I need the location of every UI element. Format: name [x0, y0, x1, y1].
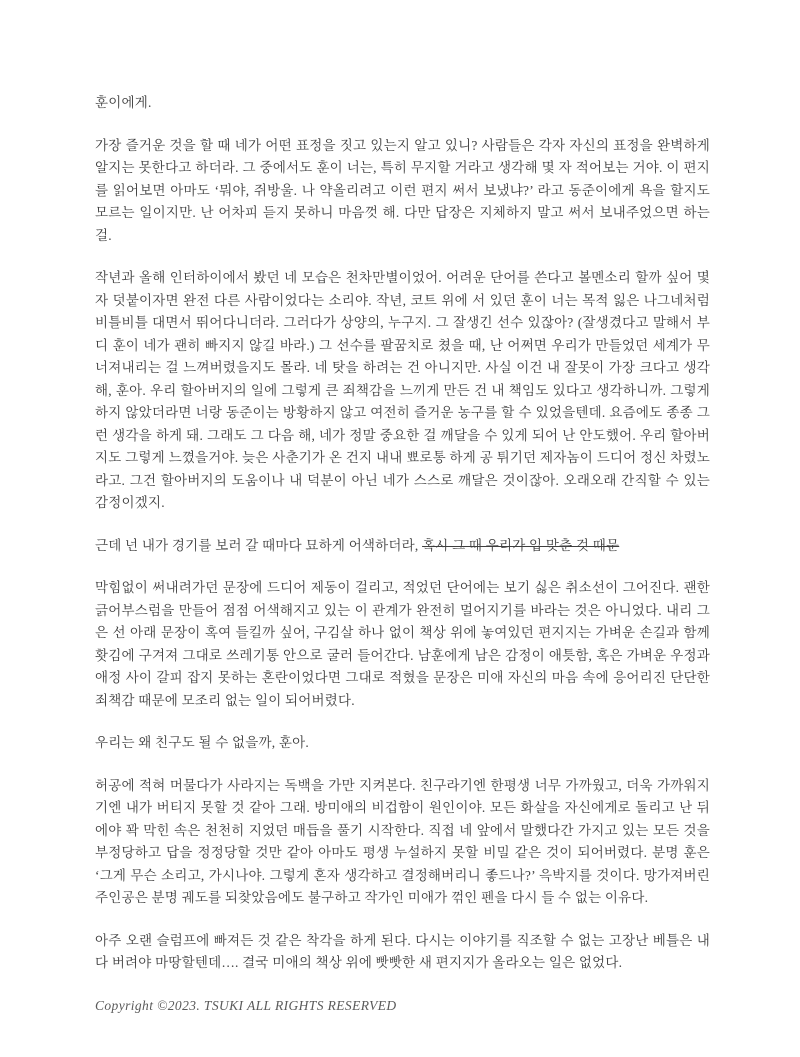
letter-greeting: 훈이에게.	[95, 95, 152, 110]
copyright-notice: Copyright ©2023. TSUKI ALL RIGHTS RESERVED	[95, 997, 397, 1013]
letter-paragraph-intro: 가장 즐거운 것을 할 때 네가 어떤 표정을 짓고 있는지 알고 있니? 사람들은 각자 자신의 표정을 완벽하게 알지는 못한다고 하더라. 그 중에서도 훈이 너는, 특히 무지할 거라고 생각해 몇 자 적어보는 거야. 이 편지를 읽어보면 아마도 ‘뭐야, 쥐방울. 나 약올리려고 이런 편지 써서 보냈냐?’ 라고 동준이에게 욕을 할지도 모르는 일이지만. 난 어차피 듣지 못하니 마음껏 해. 다만 답장은 지체하지 말고 써서 보내주었으면 하는걸.	[95, 137, 710, 243]
monologue-line: 우리는 왜 친구도 될 수 없을까, 훈아.	[95, 735, 309, 750]
page-footer	[95, 995, 710, 1018]
narration-paragraph-secret: 허공에 적혀 머물다가 사라지는 독백을 가만 지켜본다. 친구라기엔 한평생 너무 가까웠고, 더욱 가까워지기엔 내가 버티지 못할 것 같아 그래. 방미애의 비겁함이 원인이야. 모든 화살을 자신에게로 돌리고 난 뒤에야 꽉 막힌 속은 천천히 지었던 매듭을 풀기 시작한다. 직접 네 앞에서 말했다간 가지고 있는 모든 것을 부정당하고 답을 정정당할 것만 같아 아마도 평생 누설하지 못할 비밀 같은 것이 되어버렸다. 분명 훈은 ‘그게 무슨 소리고, 가시나야. 그렇게 혼자 생각하고 결정해버리니 좋드나?’ 윽박지를 것이다. 망가져버린 주인공은 분명 궤도를 되찾았음에도 불구하고 작가인 미애가 꺾인 펜을 다시 들 수 없는 이유다.	[95, 777, 710, 905]
letter-paragraph-interhigh: 작년과 올해 인터하이에서 봤던 네 모습은 천차만별이었어. 어려운 단어를 쓴다고 볼멘소리 할까 싶어 몇 자 덧붙이자면 완전 다른 사람이었다는 소리야. 작년, 코트 위에 서 있던 훈이 너는 목적 잃은 나그네처럼 비틀비틀 대면서 뛰어다니더라. 그러다가 상양의, 누구지. 그 잘생긴 선수 있잖아? (잘생겼다고 말해서 부디 훈이 네가 괜히 빠지지 않길 바라.) 그 선수를 팔꿈치로 쳤을 때, 난 어쩌면 우리가 만들었던 세계가 무너져내리는 걸 느껴버렸을지도 몰라. 네 탓을 하려는 건 아니지만. 사실 이건 내 잘못이 가장 크다고 생각해, 훈아. 우리 할아버지의 일에 그렇게 큰 죄책감을 느끼게 만든 건 내 책임도 있다고 생각하니까. 그렇게 하지 않았더라면 너랑 동준이는 방황하지 않고 여전히 즐거운 농구를 할 수 있었을텐데. 요즘에도 종종 그런 생각을 하게 돼. 그래도 그 다음 해, 네가 정말 중요한 걸 깨달을 수 있게 되어 난 안도했어. 우리 할아버지도 그렇게 느꼈을거야. 늦은 사춘기가 온 건지 내내 뾰로통 하게 공 튀기던 제자놈이 드디어 정신 차렸노라고. 그건 할아버지의 도움이나 내 덕분이 아닌 네가 스스로 깨달은 것이잖아. 오래오래 간직할 수 있는 감정이겠지.	[95, 270, 710, 510]
letter-paragraph-strike-line	[95, 535, 710, 558]
strike-line-struck-text: 혹시 그 때 우리가 입 맞춘 것 때문	[422, 537, 620, 553]
narration-paragraph-crumpled-letter: 막힘없이 써내려가던 문장에 드디어 제동이 걸리고, 적었던 단어에는 보기 싫은 취소선이 그어진다. 괜한 긁어부스럼을 만들어 점점 어색해지고 있는 이 관계가 완전히 멀어지기를 바라는 것은 아니었다. 내리 그은 선 아래 문장이 혹여 들킬까 싶어, 구김살 하나 없이 책상 위에 놓여있던 편지지는 가벼운 손길과 함께 홧김에 구겨져 그대로 쓰레기통 안으로 굴러 들어간다. 남훈에게 남은 감정이 애틋함, 혹은 가벼운 우정과 애정 사이 갈피 잡지 못하는 혼란이었다면 그대로 적혔을 문장은 미애 자신의 마음 속에 응어리진 단단한 죄책감 때문에 모조리 없는 일이 되어버렸다.	[95, 580, 710, 708]
strike-line-prefix: 근데 넌 내가 경기를 보러 갈 때마다 묘하게 어색하더라,	[95, 537, 423, 553]
narration-paragraph-slump: 아주 오랜 슬럼프에 빠져든 것 같은 착각을 하게 된다. 다시는 이야기를 직조할 수 없는 고장난 베틀은 내다 버려야 마땅할텐데…. 결국 미애의 책상 위에 빳빳한 새 편지지가 올라오는 일은 없었다.	[95, 932, 710, 970]
